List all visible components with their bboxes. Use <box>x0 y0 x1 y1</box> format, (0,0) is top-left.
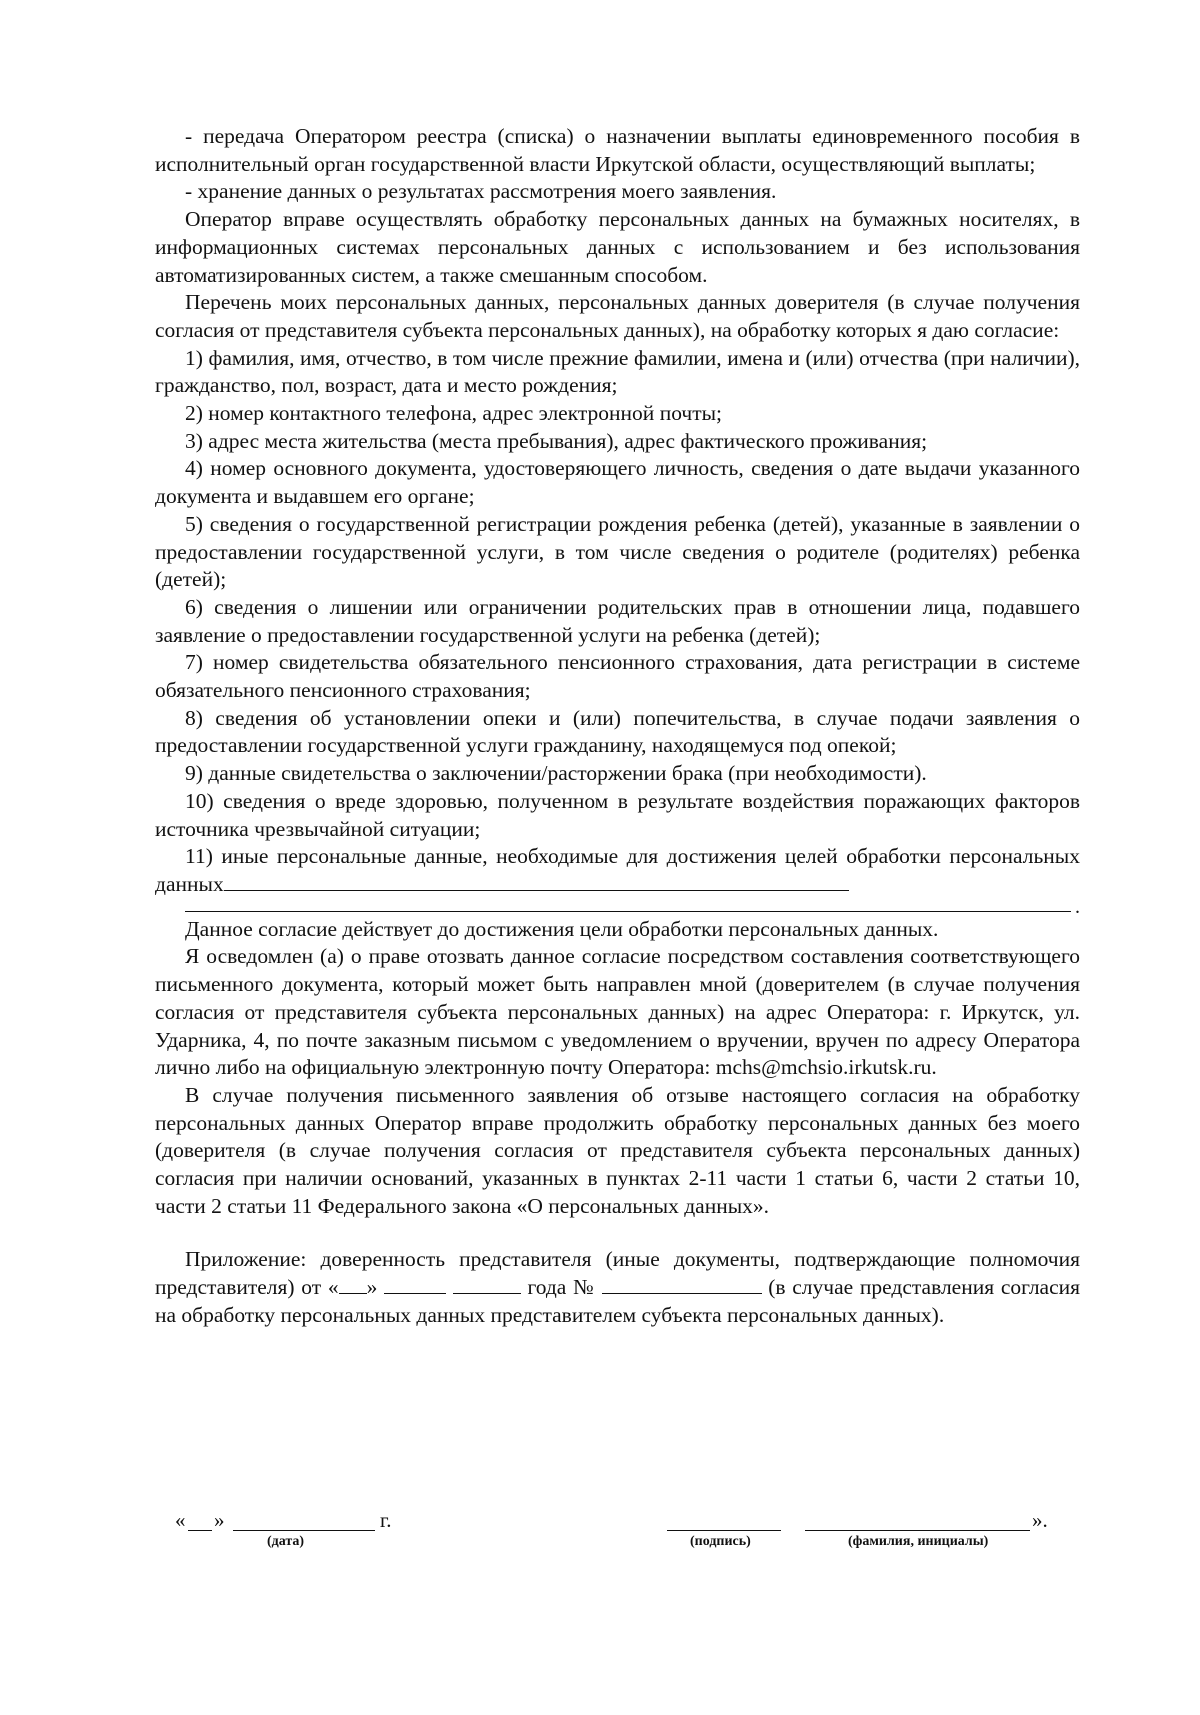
date-day-field[interactable] <box>188 1510 212 1531</box>
other-data-second-line <box>185 895 1080 918</box>
attachment-text-4: (в случае представления согласия на обработку персональных данных представителем субъекта персональных данных). <box>155 1275 1081 1327</box>
list-item-11 <box>155 843 1080 898</box>
date-close-quote: » <box>214 1508 225 1532</box>
attachment-text-2: » <box>366 1275 378 1300</box>
paragraph-data-list-intro: Перечень моих персональных данных, персональных данных доверителя (в случае получения согласия от представителя субъекта персональных данных), на обработку которых я даю согласие: <box>155 290 1080 342</box>
list-item-6: 6) сведения о лишении или ограничении родительских прав в отношении лица, подавшего заявление о предоставлении государственной услуги на ребенка (детей); <box>155 594 1080 647</box>
attachment-text-3: года № <box>527 1275 595 1300</box>
document-body <box>155 123 1080 1330</box>
list-item-5: 5) сведения о государственной регистрации рождения ребенка (детей), указанные в заявлении о предоставлении государственной услуги, в том числе сведения о родителе (родителях) ребенка (детей); <box>155 511 1080 592</box>
attachment-day-field[interactable] <box>339 1275 367 1294</box>
attachment-month-field[interactable] <box>384 1275 446 1294</box>
paragraph-revocation-text: Я осведомлен (а) о праве отозвать данное согласие посредством составления соответствующего письменного документа, который может быть направлен мной (доверителем (в случае получения согласия от представителя субъекта персональных данных) на адрес Оператора: г. Иркутск, ул. Ударника, 4, по почте заказным письмом с уведомлением о вручении, вручен по адресу Оператора лично либо на официальную электронную почту Оператора: mchs@mchsio.irkutsk.ru. <box>155 944 1080 1080</box>
list-item-10: 10) сведения о вреде здоровью, полученном в результате воздействия поражающих факторов источника чрезвычайной ситуации; <box>155 788 1080 841</box>
date-caption: (дата) <box>267 1534 305 1549</box>
paragraph-transfer-registry: - передача Оператором реестра (списка) о назначении выплаты единовременного пособия в исполнительный орган государственной власти Иркутской области, осуществляющий выплаты; <box>155 124 1080 176</box>
attachment-year-field[interactable] <box>453 1275 521 1294</box>
list-item-3: 3) адрес места жительства (места пребывания), адрес фактического проживания; <box>185 428 928 453</box>
list-item-8: 8) сведения об установлении опеки и (или) попечительства, в случае подачи заявления о предоставлении государственной услуги гражданину, находящемуся под опекой; <box>155 705 1080 758</box>
other-data-input-line-2[interactable] <box>185 905 1071 912</box>
date-month-year-field[interactable] <box>233 1510 375 1531</box>
list-item-9: 9) данные свидетельства о заключении/расторжении брака (при необходимости). <box>185 761 927 786</box>
date-open-quote: « <box>175 1508 186 1532</box>
paragraph-continue-processing: В случае получения письменного заявления об отзыве настоящего согласия на обработку персональных данных Оператор вправе продолжить обработку персональных данных без моего (доверителя (в случае получения согласия от представителя субъекта персональных данных) согласия при наличии оснований, указанных в пунктах 2-11 части 1 статьи 6, части 2 статьи 10, части 2 статьи 11 Федерального закона «О персональных данных». <box>155 1082 1080 1218</box>
paragraph-attachment <box>155 1246 1080 1329</box>
line-end-period: . <box>1075 895 1080 918</box>
signature-row <box>155 1508 1090 1558</box>
list-item-2: 2) номер контактного телефона, адрес электронной почты; <box>185 401 723 426</box>
attachment-number-field[interactable] <box>602 1275 762 1294</box>
list-item-4: 4) номер основного документа, удостоверяющего личность, сведения о дате выдачи указанного документа и выдавшем его органе; <box>155 456 1080 509</box>
list-item-11-text: 11) иные персональные данные, необходимые для достижения целей обработки персональных данных <box>155 844 1080 896</box>
paragraph-operator-rights: Оператор вправе осуществлять обработку персональных данных на бумажных носителях, в информационных системах персональных данных с использованием и без использования автоматизированных систем, а также смешанным способом. <box>155 207 1080 287</box>
paragraph-storage: - хранение данных о результатах рассмотрения моего заявления. <box>185 179 777 204</box>
other-data-input-line[interactable] <box>224 872 849 891</box>
signature-caption: (подпись) <box>690 1534 751 1549</box>
attachment-text-1: Приложение: доверенность представителя (иные документы, подтверждающие полномочия представителя) от « <box>155 1247 1080 1300</box>
name-caption: (фамилия, инициалы) <box>848 1534 989 1549</box>
paragraph-revocation <box>155 943 1080 1082</box>
list-item-1: 1) фамилия, имя, отчество, в том числе прежние фамилии, имена и (или) отчества (при наличии), гражданство, пол, возраст, дата и место рождения; <box>155 345 1080 398</box>
year-suffix: г. <box>380 1508 392 1532</box>
name-end-quote: ». <box>1032 1508 1048 1532</box>
paragraph-validity: Данное согласие действует до достижения цели обработки персональных данных. <box>185 916 939 941</box>
spacer <box>155 1220 1080 1246</box>
signature-field[interactable] <box>667 1510 781 1531</box>
name-initials-field[interactable] <box>805 1510 1030 1531</box>
list-item-7: 7) номер свидетельства обязательного пенсионного страхования, дата регистрации в системе обязательного пенсионного страхования; <box>155 650 1080 703</box>
